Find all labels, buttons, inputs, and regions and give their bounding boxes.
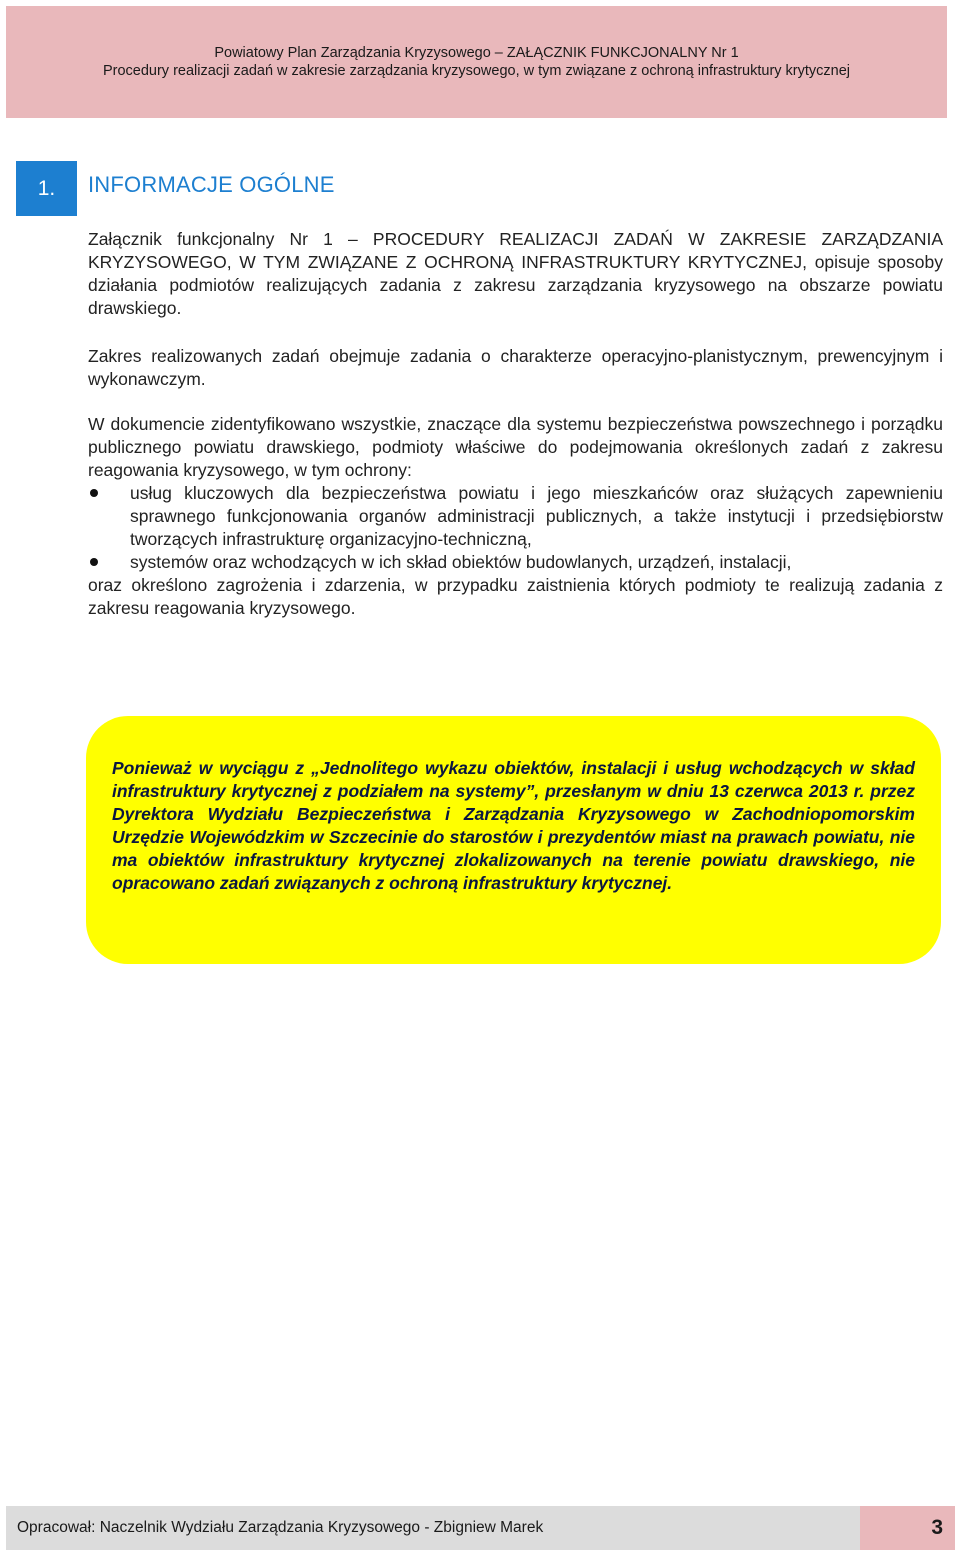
page-header (6, 6, 947, 118)
footer-author: Opracował: Naczelnik Wydziału Zarządzania Kryzysowego - Zbigniew Marek (6, 1506, 860, 1550)
bullet-list (88, 482, 943, 574)
list-item: systemów oraz wchodzących w ich skład obiektów budowlanych, urządzeń, instalacji, (88, 551, 943, 574)
paragraph-entities-outro: oraz określono zagrożenia i zdarzenia, w przypadku zaistnienia których podmioty te realizują zadania z zakresu reagowania kryzysowego. (88, 575, 943, 618)
header-title-line2: Procedury realizacji zadań w zakresie zarządzania kryzysowego, w tym związane z ochroną infrastruktury krytycznej (102, 63, 851, 79)
list-item: usług kluczowych dla bezpieczeństwa powiatu i jego mieszkańców oraz służących zapewnieniu sprawnego funkcjonowania organów administracji publicznych, a także instytucji i przedsiębiorstw tworzących infrastrukturę organizacyjno-techniczną, (88, 482, 943, 551)
paragraph-entities-intro: W dokumencie zidentyfikowano wszystkie, znaczące dla systemu bezpieczeństwa powszechnego i porządku publicznego powiatu drawskiego, podmioty właściwe do podejmowania określonych zadań z zakresu reagowania kryzysowego, w tym ochrony: (88, 414, 943, 480)
paragraph-intro: Załącznik funkcjonalny Nr 1 – PROCEDURY REALIZACJI ZADAŃ W ZAKRESIE ZARZĄDZANIA KRYZYSOWEGO, W TYM ZWIĄZANE Z OCHRONĄ INFRASTRUKTURY KRYTYCZNEJ, opisuje sposoby działania podmiotów realizujących zadania z zakresu zarządzania kryzysowego na obszarze powiatu drawskiego. (88, 229, 943, 318)
page-number: 3 (860, 1506, 955, 1550)
paragraph-entities (88, 413, 943, 620)
section-title: INFORMACJE OGÓLNE (88, 172, 335, 197)
notice-text: Ponieważ w wyciągu z „Jednolitego wykazu obiektów, instalacji i usług wchodzących w skład infrastruktury krytycznej z podziałem na systemy”, przesłanym w dniu 13 czerwca 2013 r. przez Dyrektora Wydziału Bezpieczeństwa i Zarządzania Kryzysowego w Zachodniopomorskim Urzędzie Wojewódzkim w Szczecinie do starostów i prezydentów miast na prawach powiatu, nie ma obiektów infrastruktury krytycznej zlokalizowanych na terenie powiatu drawskiego, nie opracowano zadań związanych z ochroną infrastruktury krytycznej. (112, 758, 915, 893)
header-title-line1: Powiatowy Plan Zarządzania Kryzysowego – ZAŁĄCZNIK FUNKCJONALNY Nr 1 (214, 45, 739, 61)
notice-box (86, 716, 941, 964)
section-number-badge: 1. (16, 161, 77, 216)
paragraph-scope: Zakres realizowanych zadań obejmuje zadania o charakterze operacyjno-planistycznym, prewencyjnym i wykonawczym. (88, 346, 943, 389)
